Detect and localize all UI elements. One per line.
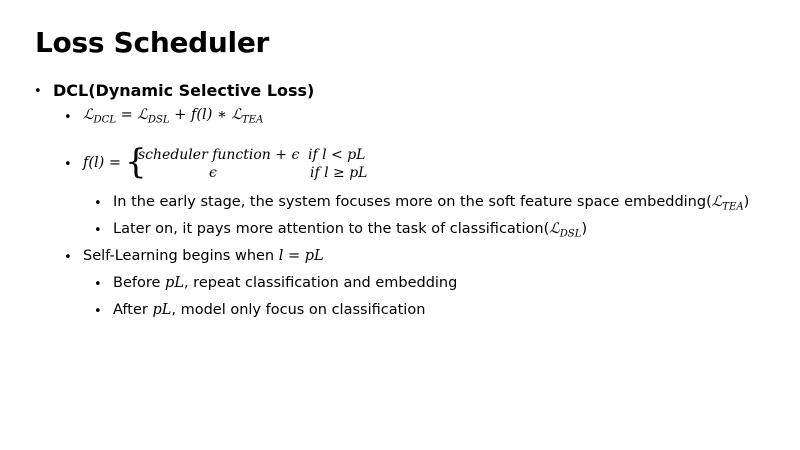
early-stage-label: In the early stage, the system focuses more on the soft feature space embedding( <box>113 194 712 210</box>
slide-title: Loss Scheduler <box>35 26 270 59</box>
self-learning-math: l = pL <box>278 248 324 264</box>
after-pl-text <box>113 302 425 318</box>
bullet-dot: • <box>94 223 102 238</box>
bullet-dot: • <box>64 157 72 172</box>
f-equation-lhs: f(l) = <box>83 155 122 171</box>
before-pl-post: , repeat classification and embedding <box>183 275 458 291</box>
after-pl-math: pL <box>152 302 172 318</box>
early-stage-math: ℒ <box>711 194 723 210</box>
case2-condition: if l ≥ pL <box>310 165 368 181</box>
eq1-term1: ℒ <box>137 107 148 123</box>
eq1-lhs: ℒ <box>83 107 94 123</box>
eq1-term2-sub: TEA <box>241 114 264 126</box>
early-stage-text <box>113 194 749 213</box>
case1-expression: scheduler function + ϵ <box>138 147 300 163</box>
case2-expression: ϵ <box>209 165 217 181</box>
self-learning-text <box>83 248 324 264</box>
bullet-dot: • <box>64 110 72 125</box>
cases-brace: { <box>125 142 147 182</box>
dcl-heading: DCL(Dynamic Selective Loss) <box>53 81 315 100</box>
later-on-math: ℒ <box>549 221 560 237</box>
eq1-lhs-sub: DCL <box>93 114 117 126</box>
after-pl-post: , model only focus on classification <box>171 302 426 318</box>
eq1-f: f(l) ∗ <box>191 107 232 123</box>
eq1-term2: ℒ <box>231 107 242 123</box>
before-pl-text <box>113 275 457 291</box>
later-on-text <box>113 221 587 240</box>
case1-condition: if l < pL <box>308 147 366 163</box>
early-stage-math-sub: TEA <box>722 201 744 213</box>
dcl-equation <box>83 107 263 126</box>
eq1-plus: + <box>169 107 192 123</box>
self-learning-label: Self-Learning begins when <box>83 248 279 264</box>
later-on-close: ) <box>581 221 588 237</box>
early-stage-close: ) <box>743 194 750 210</box>
later-on-label: Later on, it pays more attention to the task of classification( <box>113 221 550 237</box>
before-pl-pre: Before <box>113 275 166 291</box>
bullet-dot: • <box>94 304 102 319</box>
bullet-dot: • <box>34 84 42 99</box>
bullet-dot: • <box>94 196 102 211</box>
bullet-dot: • <box>94 277 102 292</box>
eq1-term1-sub: DSL <box>147 114 170 126</box>
before-pl-math: pL <box>165 275 184 291</box>
after-pl-pre: After <box>113 302 153 318</box>
later-on-math-sub: DSL <box>559 228 582 240</box>
eq1-equals: = <box>116 107 138 123</box>
bullet-dot: • <box>64 250 72 265</box>
